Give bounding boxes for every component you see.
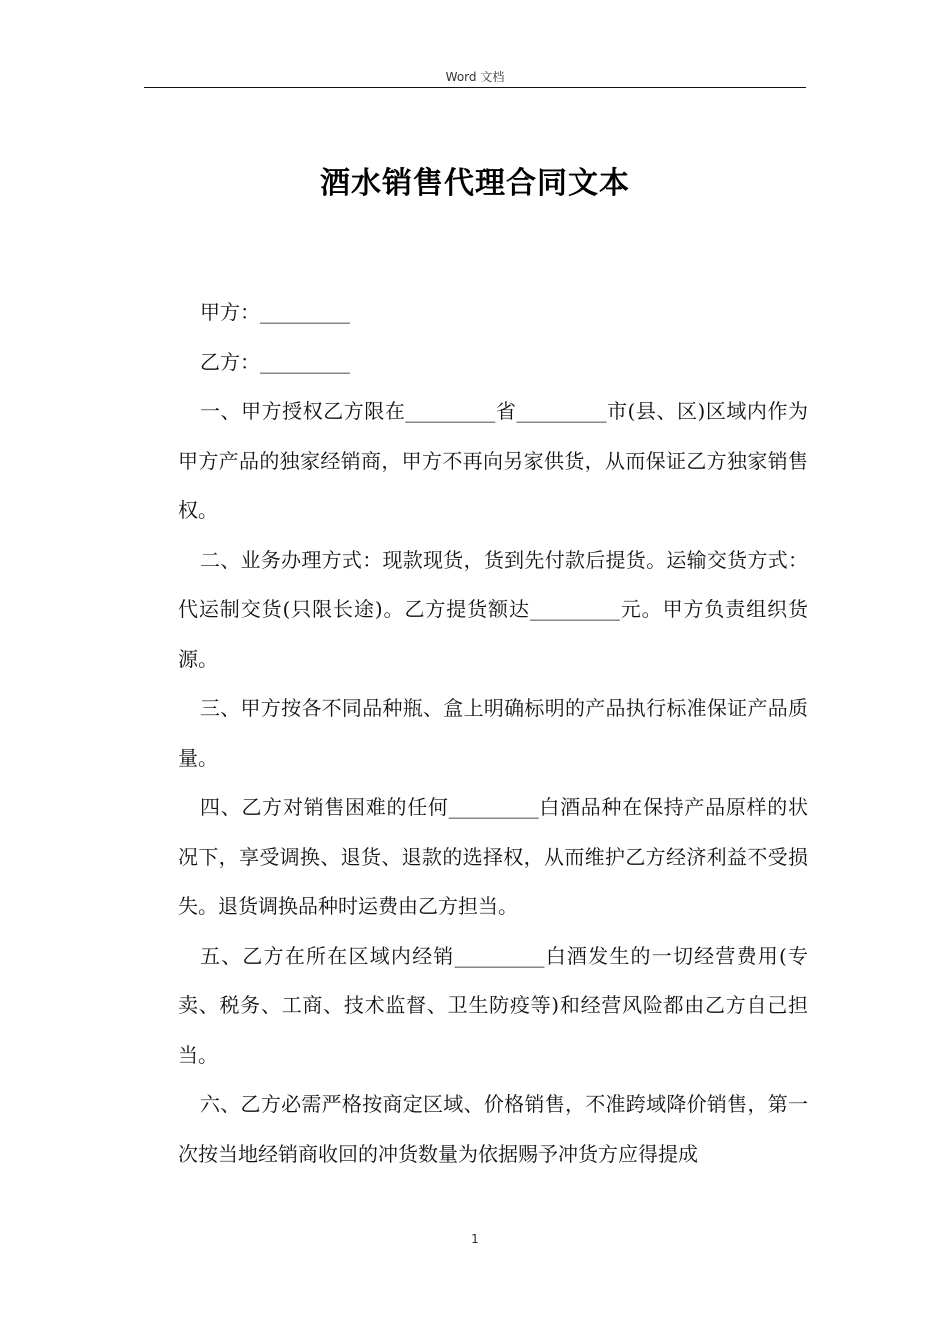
clause-5: 五、乙方在所在区域内经销_________白酒发生的一切经营费用(专卖、税务、工商、技术监督、卫生防疫等)和经营风险都由乙方自己担当。: [178, 943, 808, 1067]
clause-3: 三、甲方按各不同品种瓶、盒上明确标明的产品执行标准保证产品质量。: [178, 696, 808, 770]
document-body: [178, 288, 808, 1179]
clause-1: 一、甲方授权乙方限在_________省_________市(县、区)区域内作为甲方产品的独家经销商，甲方不再向另家供货，从而保证乙方独家销售权。: [178, 399, 808, 522]
clause-4: 四、乙方对销售困难的任何_________白酒品种在保持产品原样的状况下，享受调换、退货、退款的选择权，从而维护乙方经济利益不受损失。退货调换品种时运费由乙方担当。: [178, 795, 808, 918]
page-header: Word 文档: [445, 70, 505, 84]
party-a-line: 甲方：_________: [200, 300, 350, 324]
clause-6: 六、乙方必需严格按商定区域、价格销售，不准跨域降价销售，第一次按当地经销商收回的冲货数量为依据赐予冲货方应得提成: [178, 1092, 808, 1166]
header-divider: [144, 87, 806, 88]
party-b-line: 乙方：_________: [200, 349, 350, 374]
page-number: 1: [471, 1232, 479, 1246]
document-title: 酒水销售代理合同文本: [320, 166, 630, 201]
clause-2: 二、业务办理方式：现款现货，货到先付款后提货。运输交货方式：代运制交货(只限长途)。乙方提货额达_________元。甲方负责组织货源。: [178, 547, 808, 671]
